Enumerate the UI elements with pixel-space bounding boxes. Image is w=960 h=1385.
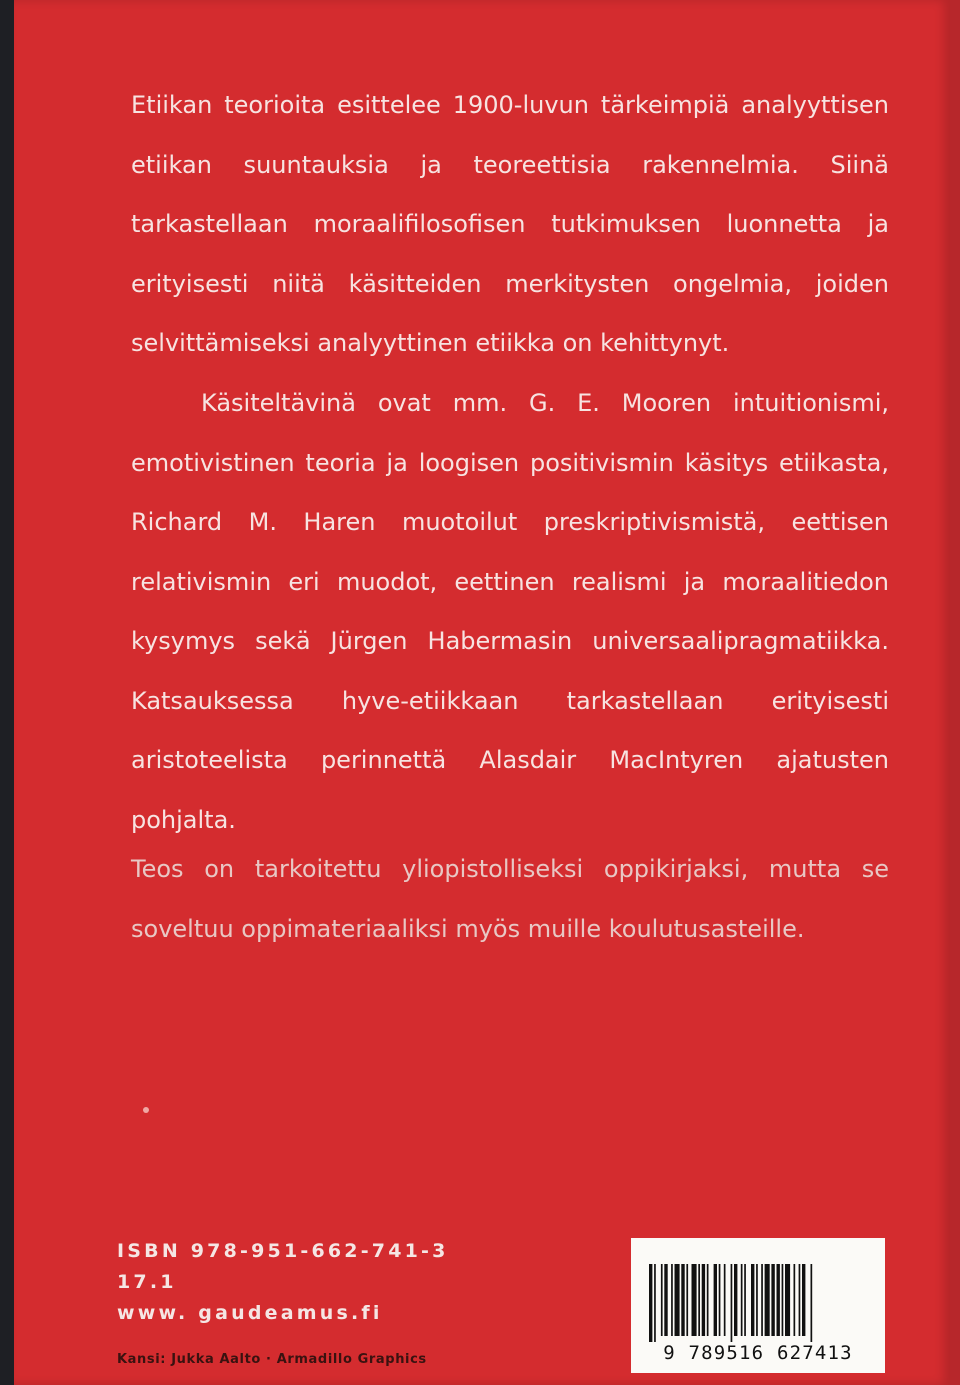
barcode-bar (811, 1264, 813, 1342)
barcode-bar (777, 1264, 780, 1336)
barcode-bar (741, 1264, 743, 1336)
barcode-bar (761, 1264, 763, 1336)
barcode-bar (794, 1264, 796, 1336)
barcode-bar (751, 1264, 754, 1336)
description-paragraph-3: Teos on tarkoitettu yliopistolliseksi oppikirjaksi, mutta se soveltuu oppimateriaaliksi myös muille koulutusasteille. (131, 855, 889, 943)
barcode-bar (802, 1264, 805, 1336)
cover-edge (950, 0, 960, 1385)
barcode-bar (771, 1264, 774, 1336)
barcode-bar (734, 1264, 737, 1336)
publisher-info (117, 1236, 449, 1329)
description-paragraph-1: Etiikan teorioita esittelee 1900-luvun tärkeimpiä analyyttisen etiikan suuntauksia ja teoreettisia rakennelmia. Siinä tarkastellaan moraalifilosofisen tutkimuksen luonnetta ja erityisesti niitä käsitteiden merkitysten ongelmia, joiden selvittämiseksi analyyttinen etiikka on kehittynyt. (131, 91, 889, 357)
barcode-bar (698, 1264, 700, 1336)
barcode-bar (649, 1264, 652, 1342)
cover-credit: Kansi: Jukka Aalto · Armadillo Graphics (117, 1352, 427, 1367)
barcode-bar (664, 1264, 667, 1336)
website-text: www. gaudeamus.fi (117, 1302, 383, 1324)
isbn-text: ISBN 978-951-662-741-3 (117, 1240, 449, 1262)
barcode-bar (654, 1264, 656, 1342)
barcode-bar (675, 1264, 680, 1336)
description-paragraph-2: Käsiteltävinä ovat mm. G. E. Mooren intuitionismi, emotivistinen teoria ja loogisen positivismin käsitys etiikasta, Richard M. Haren muotoilut preskriptivismistä, eettisen relativismin eri muodot, eettinen realismi ja moraalitiedon kysymys sekä Jürgen Habermasin universaalipragmatiikka. Katsauksessa hyve-etiikkaan tarkastellaan erityisesti aristoteelista perinnettä Alasdair MacIntyren ajatusten pohjalta. (131, 389, 889, 834)
barcode-label (631, 1238, 885, 1373)
barcode-bar (702, 1264, 705, 1336)
barcode-bar (686, 1264, 688, 1336)
barcode-bar (661, 1264, 663, 1336)
decorative-dot (143, 1107, 149, 1113)
barcode-bar (731, 1264, 733, 1342)
barcode-bar (719, 1264, 721, 1336)
barcode-bar (707, 1264, 709, 1336)
barcode-bar (671, 1264, 673, 1336)
barcode-bar (724, 1264, 726, 1336)
back-cover (14, 0, 950, 1385)
barcode-bar (785, 1264, 790, 1336)
barcode-bar (714, 1264, 717, 1336)
barcode-bar (756, 1264, 758, 1336)
barcode-bar (782, 1264, 784, 1336)
barcode-number: 9 789516 627413 (663, 1342, 853, 1364)
barcode-bar (799, 1264, 801, 1336)
barcode-icon (649, 1264, 867, 1342)
barcode-bar (692, 1264, 697, 1336)
barcode-bar (681, 1264, 684, 1336)
barcode-bar (765, 1264, 770, 1336)
barcode-bar (744, 1264, 746, 1336)
classification-text: 17.1 (117, 1271, 177, 1293)
